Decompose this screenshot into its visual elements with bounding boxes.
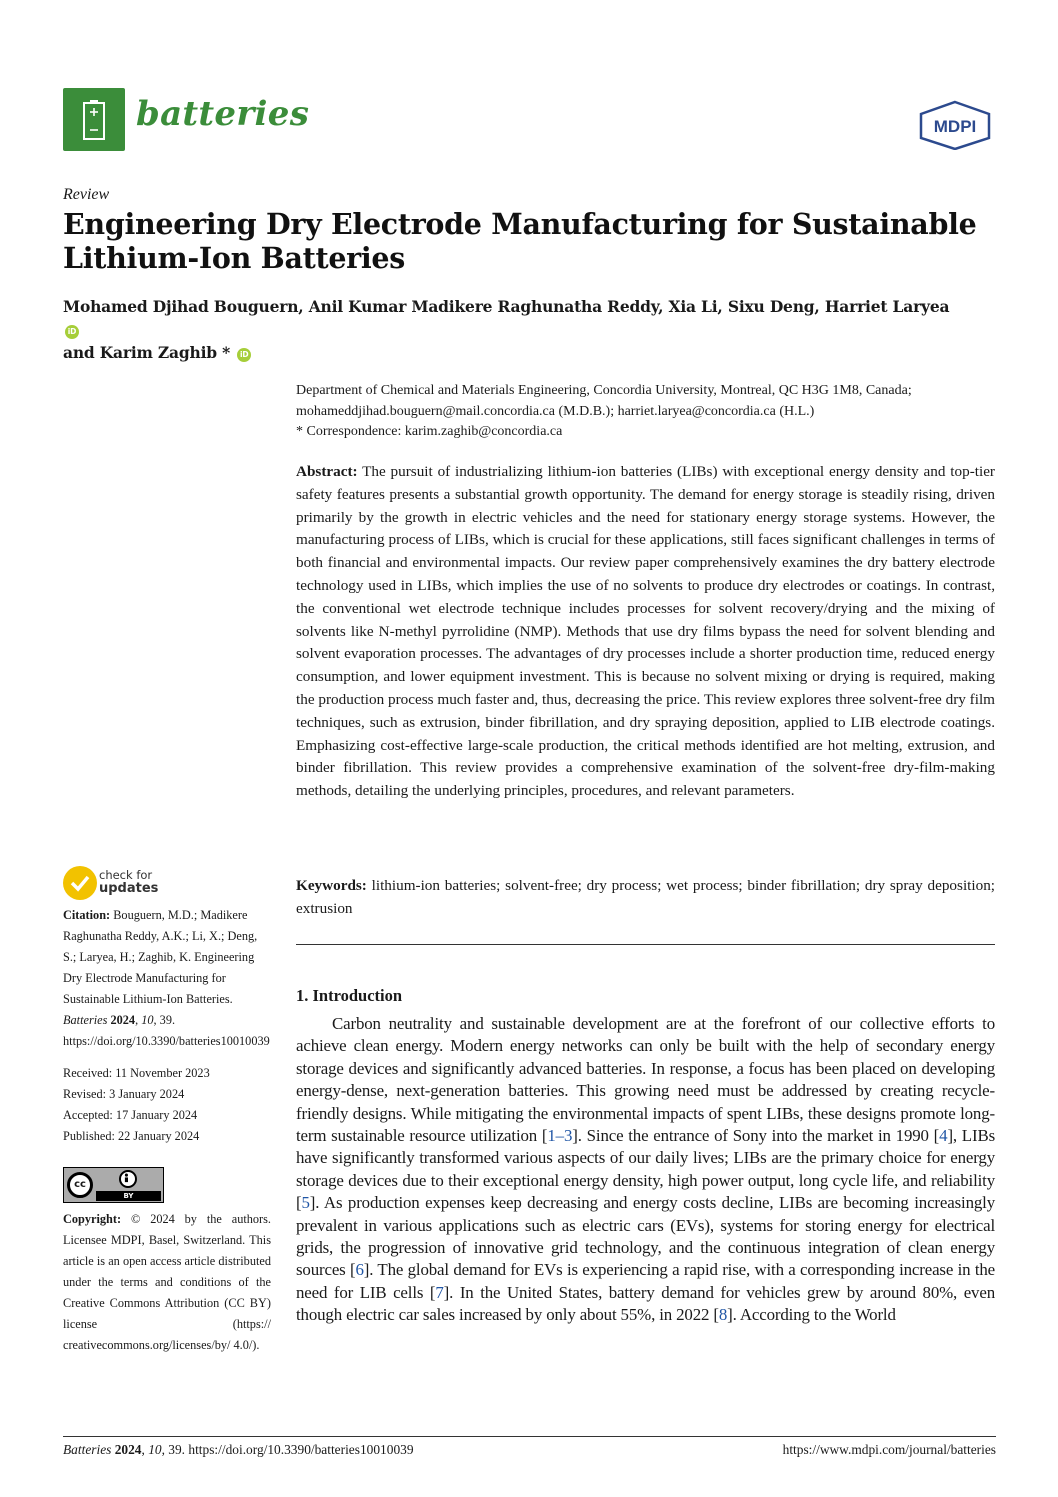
keywords-text: lithium-ion batteries; solvent-free; dry process; wet process; binder fibrillation; dry spray deposition; extrusion	[296, 877, 996, 917]
citation-link[interactable]: 7	[435, 1282, 444, 1302]
article-type: Review	[63, 186, 110, 203]
orcid-icon[interactable]: iD	[65, 325, 79, 339]
author-emails[interactable]: mohameddjihad.bouguern@mail.concordia.ca (M.D.B.); harriet.laryea@concordia.ca (H.L.)	[296, 403, 815, 419]
doi-link[interactable]: , 39. https://doi.org/10.3390/batteries10010039	[63, 1013, 270, 1048]
check-updates-label: check for	[99, 868, 153, 882]
authors-line-2: and Karim Zaghib *	[63, 343, 231, 362]
copyright-notice: Copyright: © 2024 by the authors. Licensee MDPI, Basel, Switzerland. This article is an open access article distributed under the terms and conditions of the Creative Commons Attribution (CC BY) license (https:// creativecommons.org/licenses/by/ 4.0/).	[63, 1212, 272, 1352]
citation-label: Citation:	[63, 908, 111, 922]
battery-icon	[83, 100, 105, 140]
check-updates-label-bold: updates	[99, 881, 159, 896]
citation-link[interactable]: 5	[301, 1193, 310, 1213]
journal-url-link[interactable]: https://www.mdpi.com/journal/batteries	[782, 1442, 996, 1457]
revised-date: Revised: 3 January 2024	[63, 1087, 185, 1101]
copyright-label: Copyright:	[63, 1212, 122, 1226]
citation-link[interactable]: 1–3	[547, 1126, 573, 1146]
creative-commons-icon: cc	[67, 1172, 93, 1198]
citation-link[interactable]: 4	[939, 1126, 948, 1146]
footer-citation: Batteries 2024, 10, 39. https://doi.org/10.3390/batteries10010039	[63, 1442, 414, 1457]
battery-logo-icon	[63, 88, 125, 151]
section-divider	[296, 944, 995, 945]
attribution-person-icon	[119, 1170, 137, 1188]
abstract-label: Abstract:	[296, 463, 358, 480]
citation-block: Citation: Bouguern, M.D.; Madikere Raghunatha Reddy, A.K.; Li, X.; Deng, S.; Laryea, H.; Zaghib, K. Engineering Dry Electrode Manufacturing for Sustainable Lithium-Ion Batteries. Batteries 2024, 10, 39. https://doi.org/10.3390/batteries10010039	[63, 908, 270, 1048]
affiliation	[296, 381, 996, 443]
orcid-icon[interactable]: iD	[237, 348, 251, 362]
check-updates-icon	[63, 866, 97, 900]
publication-dates	[63, 1063, 271, 1147]
authors-line-1: Mohamed Djihad Bouguern, Anil Kumar Madikere Raghunatha Reddy, Xia Li, Sixu Deng, Harriet Laryea	[63, 297, 950, 316]
introduction-paragraph: Carbon neutrality and sustainable development are at the forefront of our collective efforts to achieve clean energy. Modern energy networks can only be built with the help of secondary energy storage devices and significantly advanced batteries. In response, a focus has been placed on developing energy-dense, next-generation batteries. This growing need must be addressed by creating recycle-friendly designs. While mitigating the environmental impacts of spent LIBs, these designs promote long-term sustainable resource utilization [1–3]. Since the entrance of Sony into the market in 1990 [4], LIBs have significantly transformed various aspects of our daily lives; LIBs are the primary choice for energy storage devices due to their exceptional energy density, high power output, long cycle life, and reliability [5]. As production expenses keep decreasing and energy costs decline, LIBs are becoming increasingly prevalent in various applications such as electric cars (EVs), systems for storing energy for electrical grids, the progression of innovative grid technology, and the continuous integration of clean energy sources [6]. The global demand for EVs is experiencing a rapid rise, with a corresponding increase in the need for LIB cells [7]. In the United States, battery demand for vehicles grew by around 80%, even though electric car sales increased by only about 55%, in 2022 [8]. According to the World	[296, 1014, 996, 1325]
keywords-label: Keywords:	[296, 877, 367, 894]
section-heading: 1. Introduction	[296, 986, 403, 1005]
affiliation-line: Department of Chemical and Materials Engineering, Concordia University, Montreal, QC H3G 1M8, Canada;	[296, 383, 912, 398]
by-label: BY	[96, 1191, 161, 1201]
accepted-date: Accepted: 17 January 2024	[63, 1108, 198, 1122]
citation-link[interactable]: 8	[718, 1305, 728, 1325]
received-date: Received: 11 November 2023	[63, 1066, 210, 1080]
cc-by-license-badge[interactable]	[63, 1167, 164, 1203]
mdpi-logo-icon[interactable]	[915, 100, 996, 150]
abstract-text: The pursuit of industrializing lithium-ion batteries (LIBs) with exceptional energy density and top-tier safety features presents a substantial growth opportunity. The demand for energy storage is steadily rising, driven primarily by the growth in electric vehicles and the need for stationary energy storage systems. However, the manufacturing process of LIBs, which is crucial for these applications, still faces significant challenges in terms of both financial and environmental impacts. Our review paper comprehensively examines the dry battery electrode technology used in LIBs, which implies the use of no solvents to produce dry electrodes or coatings. In contrast, the conventional wet electrode technique includes processes for solvent recovery/drying and the mixing of solvents like N-methyl pyrrolidine (NMP). Methods that use dry films bypass the need for solvent blending and solvent evaporation processes. The advantages of dry processes include a shorter production time, reduced energy consumption, and lower equipment investment. This is because no solvent mixing or drying is required, making the production process much faster and, thus, decreasing the price. This review explores three solvent-free dry film techniques, such as extrusion, binder fibrillation, and dry spraying deposition, applied to LIB electrode coatings. Emphasizing cost-effective large-scale production, the critical methods identified are hot melting, extrusion, and binder fibrillation. This review provides a comprehensive examination of the solvent-free dry-film-making methods, detailing the underlying principles, procedures, and relevant parameters.	[296, 463, 995, 800]
abstract	[296, 461, 995, 803]
correspondence[interactable]: * Correspondence: karim.zaghib@concordia.ca	[296, 424, 563, 439]
check-for-updates-button[interactable]	[63, 866, 183, 902]
journal-name: batteries	[136, 94, 310, 134]
footer-divider	[63, 1436, 996, 1437]
published-date: Published: 22 January 2024	[63, 1129, 200, 1143]
journal-header	[63, 88, 996, 153]
footer-doi-link[interactable]: , 39. https://doi.org/10.3390/batteries10010039	[161, 1442, 414, 1457]
citation-link[interactable]: 6	[355, 1260, 364, 1280]
keywords	[296, 875, 995, 921]
article-title: Engineering Dry Electrode Manufacturing for Sustainable Lithium-Ion Batteries	[63, 207, 977, 275]
author-list	[63, 295, 963, 364]
publisher-name: MDPI	[933, 117, 977, 136]
